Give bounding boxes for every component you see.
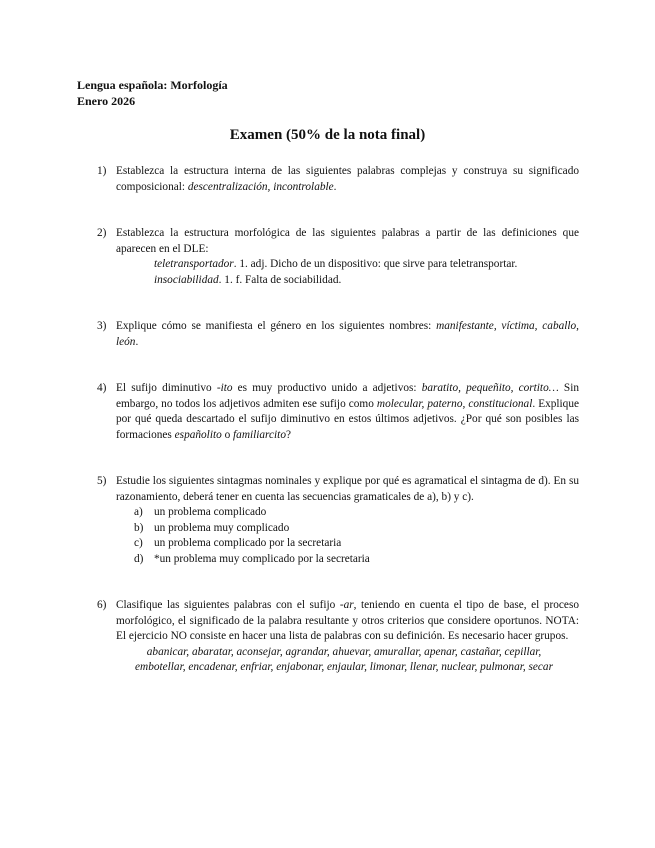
word-list-line-1: abanicar, abaratar, aconsejar, agrandar, ahuevar, amurallar, apenar, castañar, cepillar, [146,645,542,658]
question-6 [97,598,579,676]
exam-title: Examen (50% de la nota final) [229,127,426,143]
word-list-line-2: embotellar, encadenar, enfriar, enjabonar, enjaular, limonar, llenar, nuclear, pulmonar, secar [135,661,553,674]
list-item: d) *un problema muy complicado por la secretaria [134,552,370,565]
question-4 [97,381,579,443]
question-text: Establezca la estructura interna de las siguientes palabras complejas y construya su significado composicional: descentralización, incontrolable. [116,165,579,193]
exam-date: Enero 2026 [77,94,136,108]
question-number: 4) [97,382,107,394]
question-2 [97,226,579,288]
question-number: 5) [97,475,107,487]
phrase-list [134,505,579,567]
question-number: 2) [97,227,107,239]
course-title: Lengua española: Morfología [77,78,228,92]
question-words: manifestante, víctima, caballo, león [116,320,579,348]
question-text: Establezca la estructura morfológica de las siguientes palabras a partir de las definiciones que aparecen en el DLE: [116,227,579,255]
question-5 [97,474,579,568]
question-text: El sufijo diminutivo -ito es muy productivo unido a adjetivos: baratito, pequeñito, cortito… Sin embargo, no todos los adjetivos admiten ese sufijo como molecular, paterno, constitucional. Explique por qué queda descartado el sufijo diminutivo en estos últimos adjetivos. ¿Por qué son posibles las formaciones españolito o familiarcito? [116,382,579,441]
question-number: 1) [97,165,107,177]
question-words: descentralización, incontrolable [187,180,334,193]
question-text: Estudie los siguientes sintagmas nominales y explique por qué es agramatical el sintagma de d). En su razonamiento, deberá tener en cuenta las secuencias gramaticales de a), b) y c). [116,475,579,503]
question-text: Explique cómo se manifiesta el género en los siguientes nombres: manifestante, víctima, caballo, león. [116,320,579,348]
question-number: 3) [97,320,107,332]
question-3 [97,319,579,350]
list-item: c) un problema complicado por la secretaria [134,537,342,550]
definition-2: insociabilidad. 1. f. Falta de sociabilidad. [154,273,342,286]
list-item: b) un problema muy complicado [134,521,290,534]
document-header [77,77,228,109]
question-text: Clasifique las siguientes palabras con el sufijo -ar, teniendo en cuenta el tipo de base, el proceso morfológico, el significado de la palabra resultante y otros criterios que considere oportunos. NOTA: El ejercicio NO consiste en hacer una lista de palabras con su definición. Es necesario hacer grupos. [116,599,579,643]
definition-1: teletransportador. 1. adj. Dicho de un dispositivo: que sirve para teletransportar. [154,258,518,271]
question-number: 6) [97,599,107,611]
word-list [109,645,579,676]
question-1 [97,164,579,195]
list-item: a) un problema complicado [134,506,267,519]
